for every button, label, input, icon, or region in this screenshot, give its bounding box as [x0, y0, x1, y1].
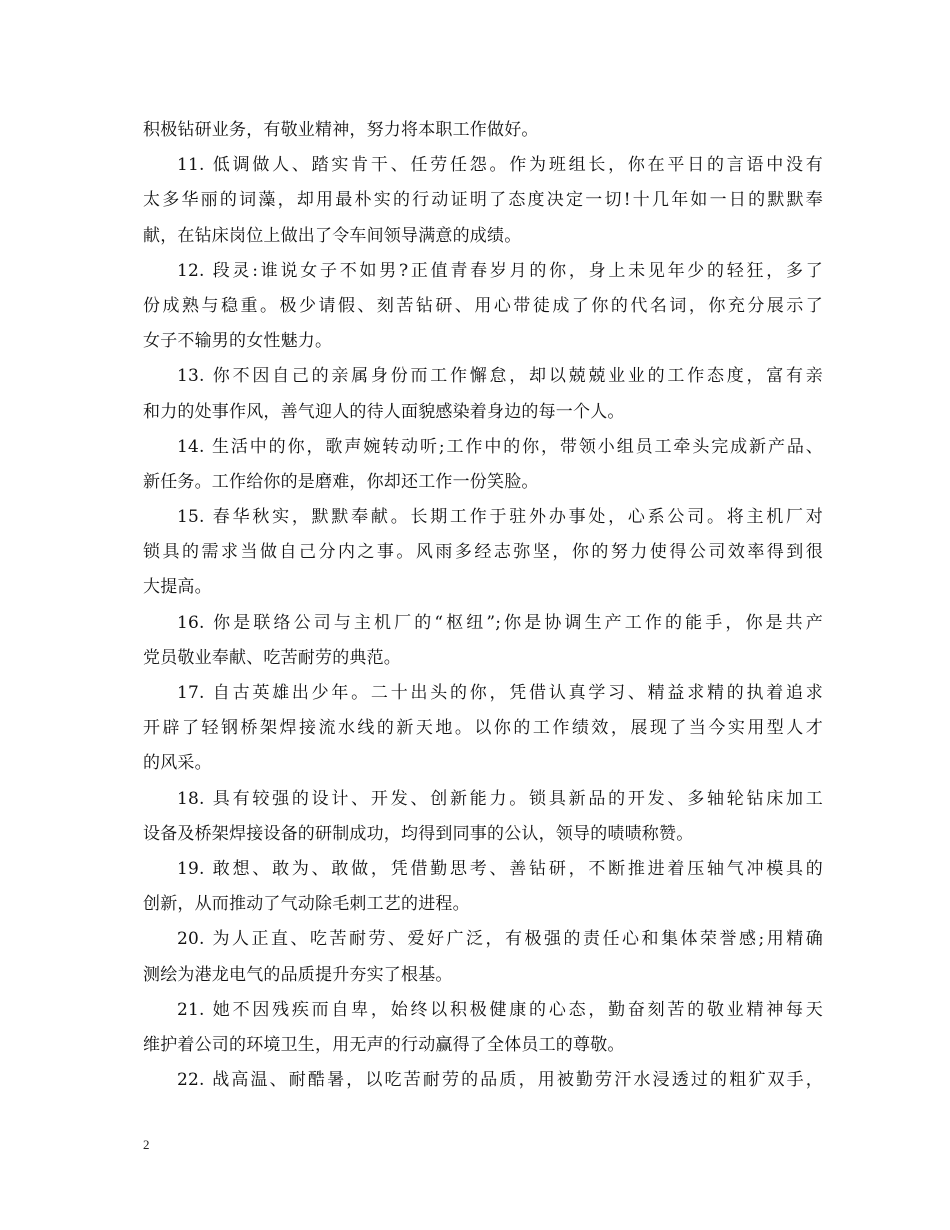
text-line: 创新，从而推动了气动除毛刺工艺的进程。 [143, 894, 470, 915]
text-line: 21. 她不因残疾而自卑，始终以积极健康的心态，勤奋刻苦的敬业精神每天 [177, 999, 823, 1020]
text-line: 设备及桥架焊接设备的研制成功，均得到同事的公认，领导的啧啧称赞。 [143, 823, 694, 844]
text-line: 开辟了轻钢桥架焊接流水线的新天地。以你的工作绩效，展现了当今实用型人才 [143, 718, 823, 739]
text-line: 党员敬业奉献、吃苦耐劳的典范。 [143, 647, 401, 668]
text-line: 和力的处事作风，善气迎人的待人面貌感染着身边的每一个人。 [143, 401, 625, 422]
text-line: 22. 战高温、耐酷暑，以吃苦耐劳的品质，用被勤劳汗水浸透过的粗犷双手， [177, 1070, 823, 1091]
text-line: 女子不输男的女性魅力。 [143, 331, 333, 352]
text-line: 15. 春华秋实，默默奉献。长期工作于驻外办事处，心系公司。将主机厂对 [177, 507, 823, 528]
text-line: 新任务。工作给你的是磨难，你却还工作一份笑脸。 [143, 471, 539, 492]
page-number: 2 [143, 1137, 150, 1152]
text-line: 大提高。 [143, 577, 212, 598]
text-line: 16. 你是联络公司与主机厂的“枢纽”;你是协调生产工作的能手，你是共产 [177, 612, 823, 633]
text-line: 13. 你不因自己的亲属身份而工作懈怠，却以兢兢业业的工作态度，富有亲 [177, 366, 823, 387]
text-line: 14. 生活中的你，歌声婉转动听;工作中的你，带领小组员工牵头完成新产品、 [177, 436, 823, 457]
body-text [143, 113, 823, 1098]
text-line: 积极钻研业务，有敬业精神，努力将本职工作做好。 [143, 120, 539, 140]
text-line: 17. 自古英雄出少年。二十出头的你，凭借认真学习、精益求精的执着追求 [177, 683, 823, 703]
text-line: 的风采。 [143, 753, 212, 774]
text-line: 份成熟与稳重。极少请假、刻苦钻研、用心带徒成了你的代名词，你充分展示了 [143, 295, 823, 316]
text-line: 12. 段灵:谁说女子不如男?正值青春岁月的你，身上未见年少的轻狂，多了 [177, 260, 823, 281]
text-line: 11. 低调做人、踏实肯干、任劳任怨。作为班组长，你在平日的言语中没有 [177, 155, 823, 176]
text-line: 19. 敢想、敢为、敢做，凭借勤思考、善钻研，不断推进着压轴气冲模具的 [177, 858, 823, 879]
text-line: 20. 为人正直、吃苦耐劳、爱好广泛，有极强的责任心和集体荣誉感;用精确 [177, 929, 823, 950]
text-line: 维护着公司的环境卫生，用无声的行动赢得了全体员工的尊敬。 [143, 1034, 625, 1055]
text-line: 献，在钻床岗位上做出了令车间领导满意的成绩。 [143, 225, 522, 246]
text-line: 测绘为港龙电气的品质提升夯实了根基。 [143, 964, 453, 985]
text-line: 锁具的需求当做自己分内之事。风雨多经志弥坚，你的努力使得公司效率得到很 [143, 542, 823, 563]
text-line: 18. 具有较强的设计、开发、创新能力。锁具新品的开发、多轴轮钻床加工 [177, 788, 823, 809]
text-line: 太多华丽的词藻，却用最朴实的行动证明了态度决定一切!十几年如一日的默默奉 [143, 190, 823, 211]
